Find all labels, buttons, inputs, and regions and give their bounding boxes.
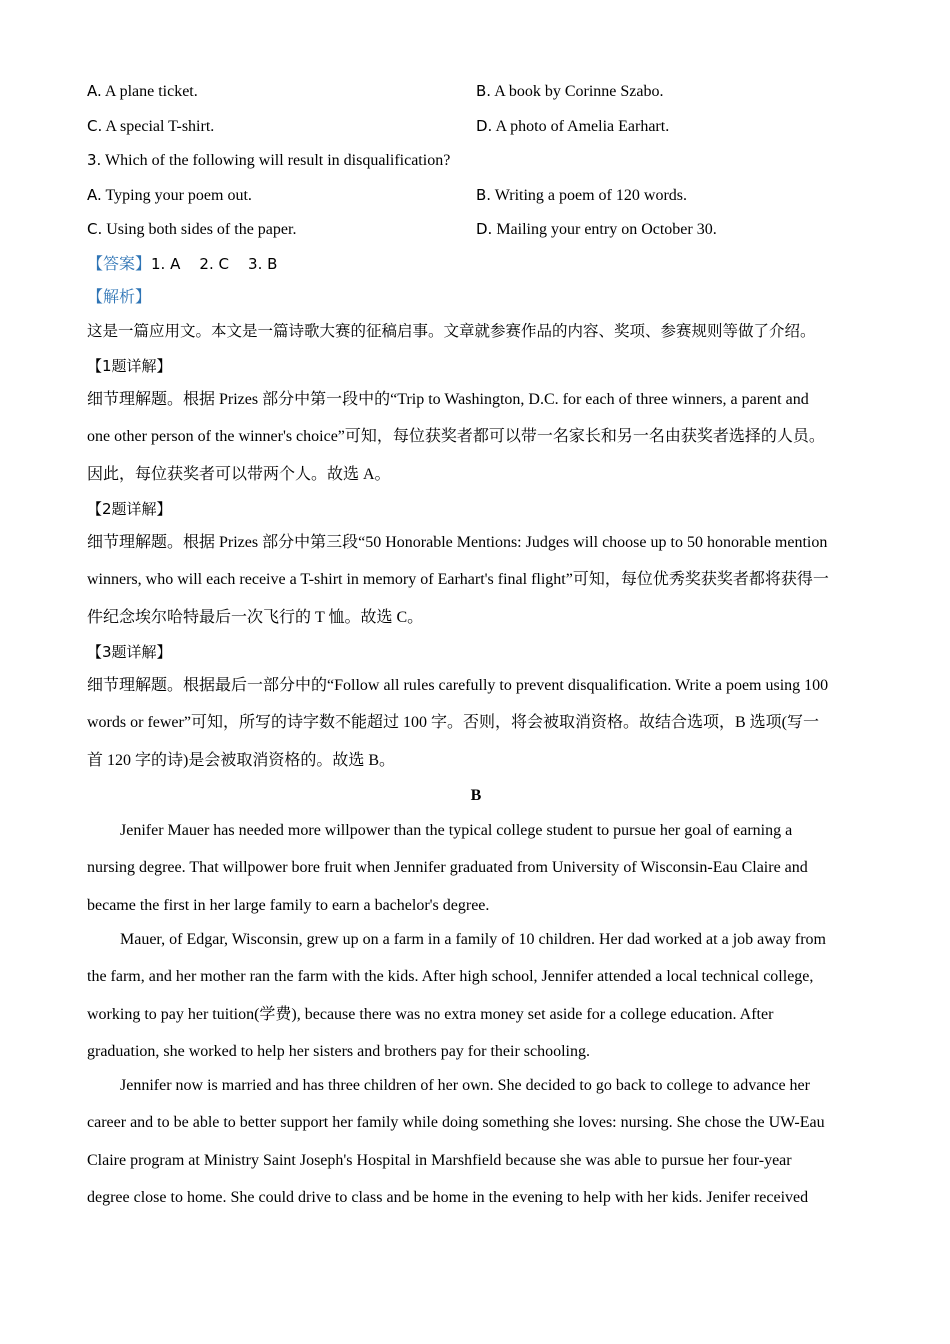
q2-option-d: D. A photo of Amelia Earhart. <box>476 117 670 135</box>
q3-option-row-2 <box>87 218 865 241</box>
q2-option-b: B. A book by Corinne Szabo. <box>476 82 664 100</box>
q3-option-row-1 <box>87 184 865 207</box>
section-b-paragraph-1: Jenifer Mauer has needed more willpower than the typical college student to pursue her goal of earning a nursing degree. That willpower bore fruit when Jennifer graduated from University of Wisconsin-Eau Claire and became the first in her large family to earn a bachelor's degree. <box>87 822 808 914</box>
detail2-heading: 【2题详解】 <box>87 500 172 518</box>
q3-option-d: D. Mailing your entry on October 30. <box>476 220 717 238</box>
analysis-tag-line <box>87 287 865 309</box>
q3-option-a: A. Typing your poem out. <box>87 186 252 204</box>
detail1-heading: 【1题详解】 <box>87 357 172 375</box>
detail1-paragraph: 细节理解题。根据 Prizes 部分中第一段中的“Trip to Washington, D.C. for each of three winners, a parent and one other person of the winner's choice”可知，每位获奖者都可以带一名家长和另一名由获奖者选择的人员。 因此，每位获奖者可以带两个人。故选 A。 <box>87 391 825 483</box>
q3-option-c: C. Using both sides of the paper. <box>87 220 297 238</box>
q2-option-c: C. A special T-shirt. <box>87 117 215 135</box>
analysis-summary: 这是一篇应用文。本文是一篇诗歌大赛的征稿启事。文章就参赛作品的内容、奖项、参赛规则等做了介绍。 <box>87 323 816 340</box>
section-b-paragraph-2: Mauer, of Edgar, Wisconsin, grew up on a farm in a family of 10 children. Her dad worked at a job away from the farm, and her mother ran the farm with the kids. After high school, Jennifer attended a local technical college, working to pay her tuition(学费), because there was no extra money set aside for a college education. After graduation, she worked to help her sisters and brothers pay for their schooling. <box>87 931 826 1060</box>
answer-tag: 【答案】 <box>87 256 152 273</box>
q2-option-row-2 <box>87 115 865 138</box>
q2-option-row-1 <box>87 80 865 103</box>
detail3-heading: 【3题详解】 <box>87 643 172 661</box>
q3-option-b: B. Writing a poem of 120 words. <box>476 186 687 204</box>
detail3-paragraph: 细节理解题。根据最后一部分中的“Follow all rules carefully to prevent disqualification. Write a poem using 100 words or fewer”可知，所写的诗字数不能超过 100 字。否则，将会被取消资格。故结合选项，B 选项(写一 首 120 字的诗)是会被取消资格的。故选 B。 <box>87 677 829 769</box>
q2-option-a: A. A plane ticket. <box>87 82 198 100</box>
answer-text: 1. A 2. C 3. B <box>151 255 278 273</box>
analysis-tag: 【解析】 <box>87 289 152 306</box>
section-b-title: B <box>470 787 482 804</box>
section-b-paragraph-3: Jennifer now is married and has three children of her own. She decided to go back to college to advance her career and to be able to better support her family while doing something she loves: nursing. She chose the UW-Eau Claire program at Ministry Saint Joseph's Hospital in Marshfield because she was able to pursue her four-year degree close to home. She could drive to class and be home in the evening to help with her kids. Jenifer received <box>87 1077 825 1206</box>
q3-question: 3. Which of the following will result in disqualification? <box>87 151 451 169</box>
answer-line <box>87 253 865 276</box>
detail2-paragraph: 细节理解题。根据 Prizes 部分中第三段“50 Honorable Mentions: Judges will choose up to 50 honorable mention winners, who will each receive a T-shirt in memory of Earhart's final flight”可知，每位优秀奖获奖者都将获得一 件纪念埃尔哈特最后一次飞行的 T 恤。故选 C。 <box>87 534 829 626</box>
